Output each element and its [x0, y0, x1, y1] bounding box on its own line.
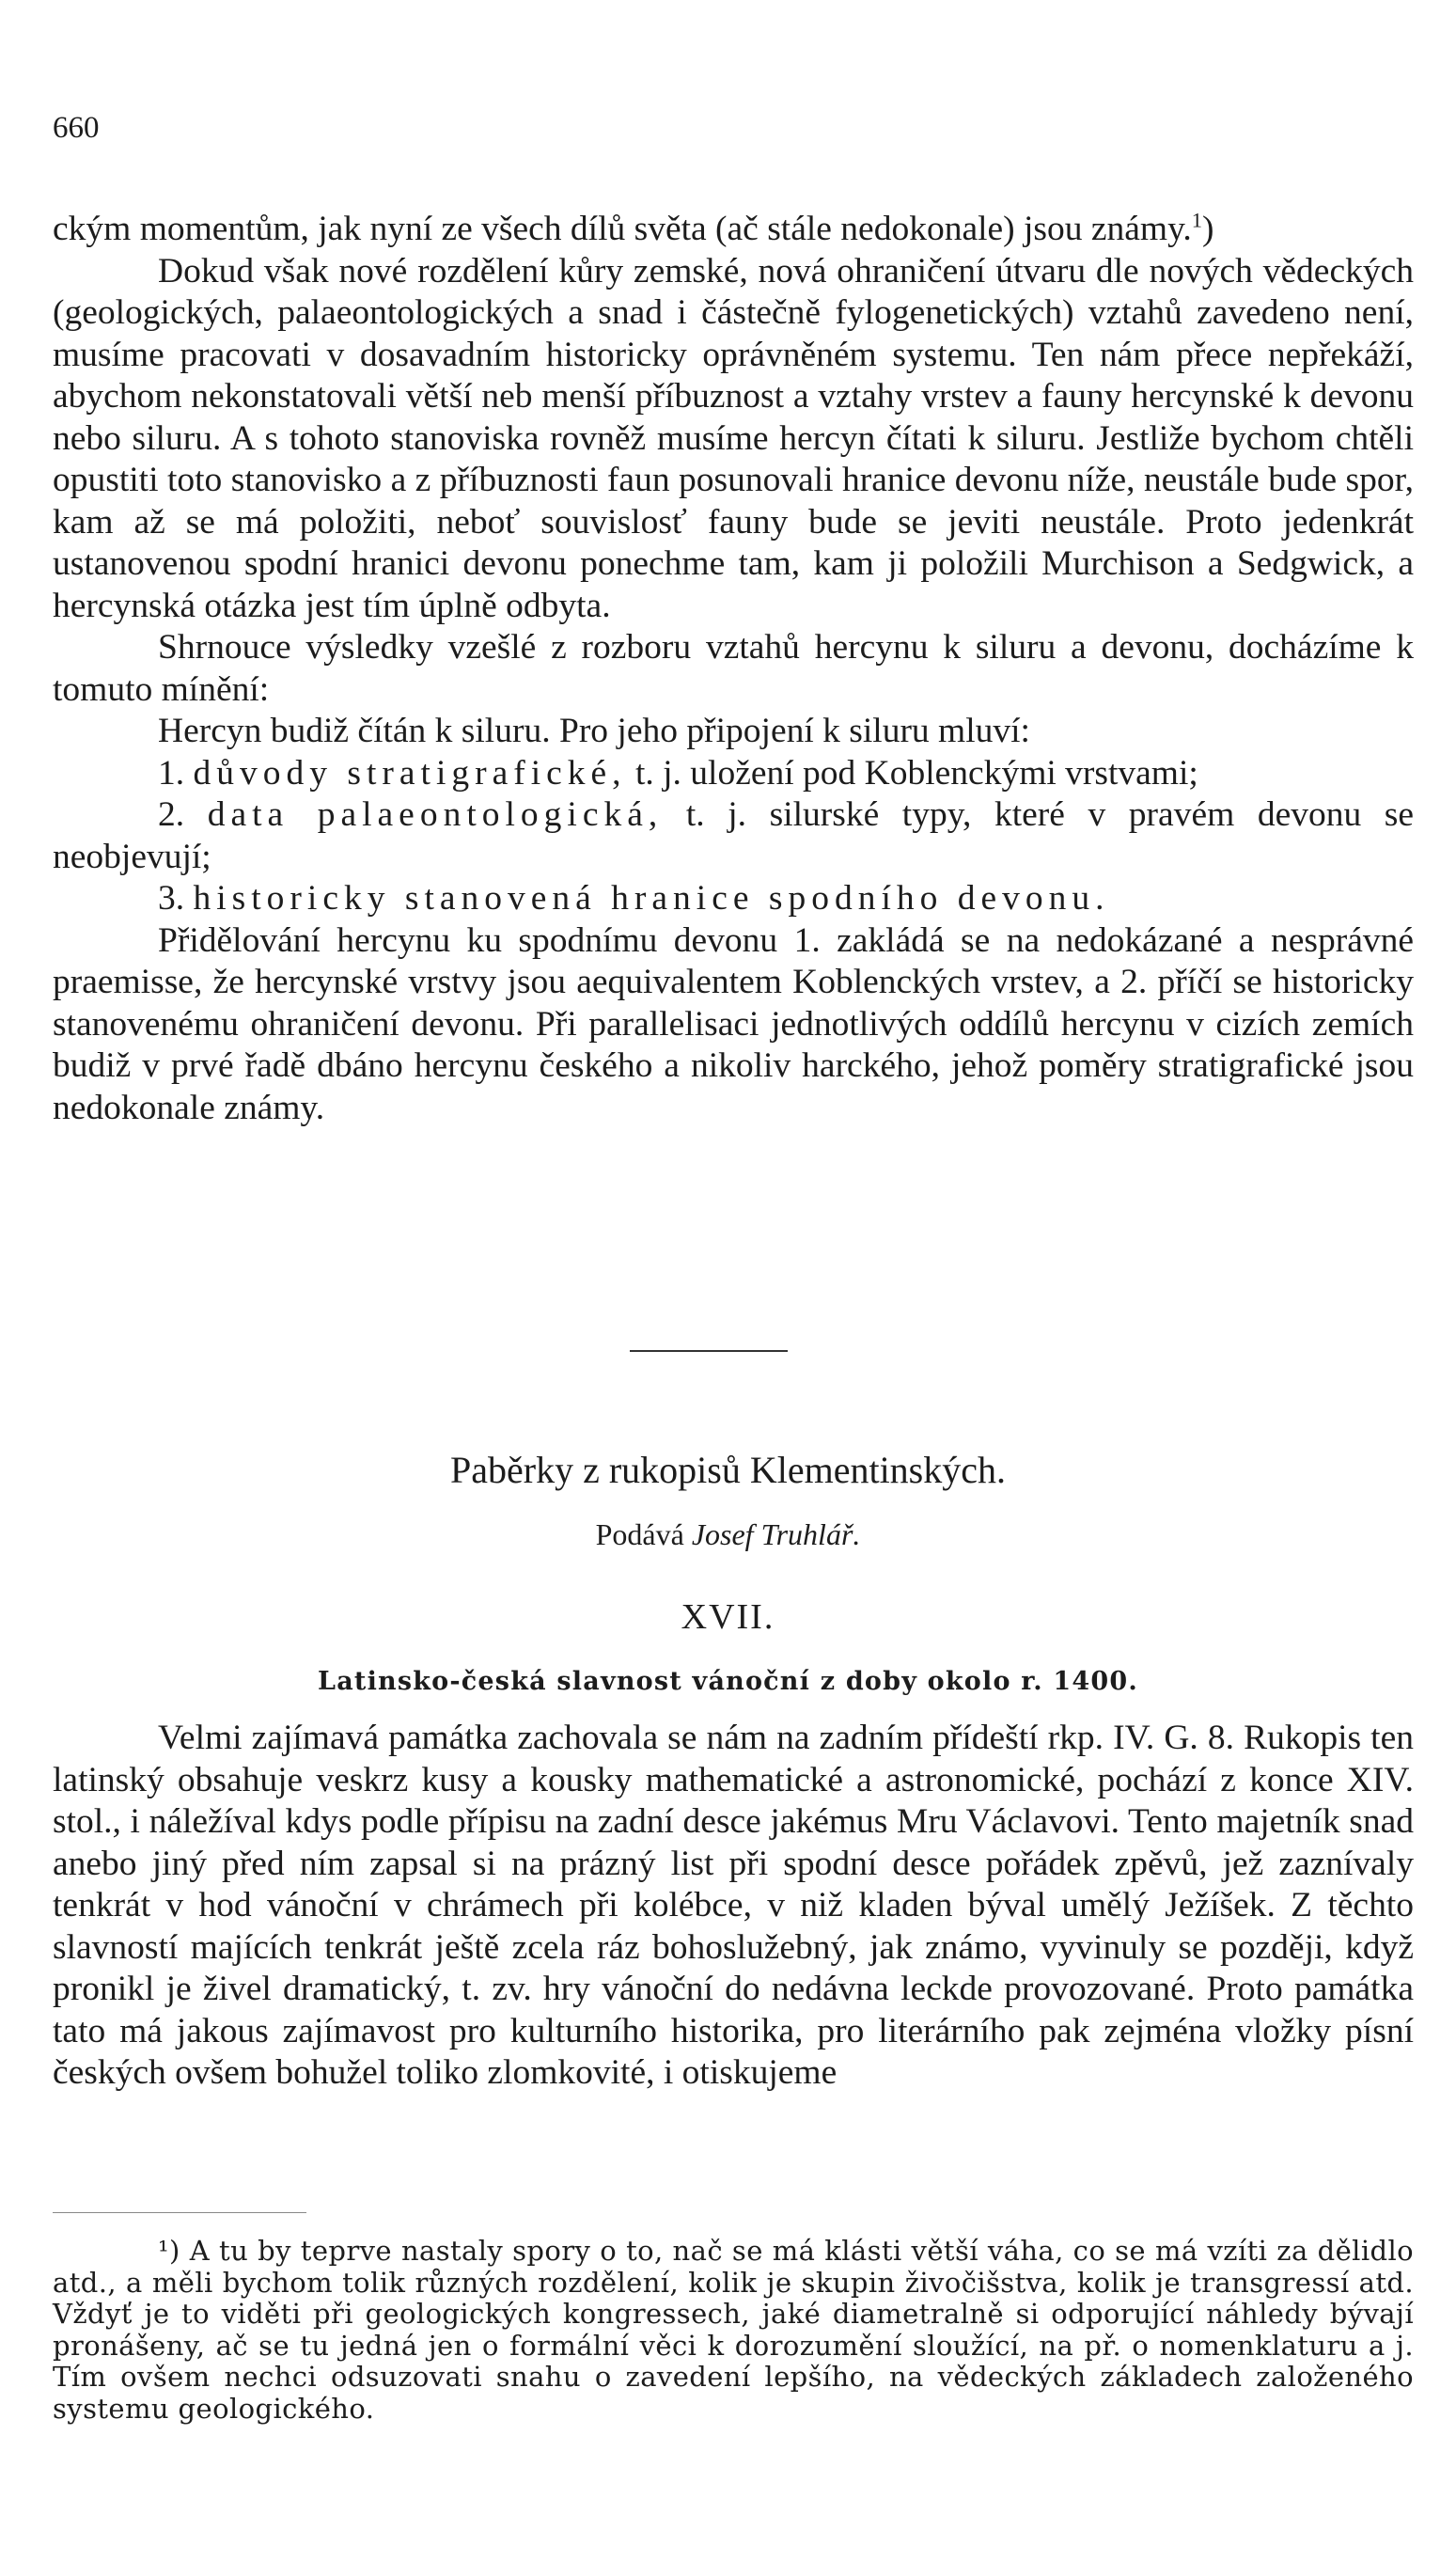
- footnote: [53, 2236, 1414, 2426]
- article-byline: [0, 1517, 1456, 1552]
- list-item-1: [53, 753, 1414, 795]
- paragraph-summary: Shrnouce výsledky vzešlé z rozboru vztahů hercynu k siluru a devonu, docházíme k tomuto mínění:: [53, 628, 1414, 709]
- paragraph-conclusion: Hercyn budiž čítán k siluru. Pro jeho připojení k siluru mluví:: [158, 712, 1030, 750]
- footnote-ref-close: ): [1202, 210, 1214, 248]
- list-item-3-number: 3.: [158, 879, 185, 918]
- section-divider: [630, 1350, 788, 1352]
- byline-prefix: Podává: [595, 1517, 684, 1551]
- list-item-2: [53, 794, 1414, 878]
- footnote-ref: 1: [1191, 208, 1203, 232]
- footnote-rule: [53, 2212, 306, 2213]
- paragraph-final: Přidělování hercynu ku spodnímu devonu 1. zakládá se na nedokázané a nesprávné praemisse, že hercynské vrstvy jsou aequivalentem Koblenckých vrstev, a 2. příčí se historicky stanovenému ohraničení devonu. Při parallelisaci jednotlivých oddílů hercynu v cizích zemích budiž v prvé řadě dbáno hercynu českého a nikoliv harckého, jehož poměry stratigrafické jsou nedokonale známy.: [53, 920, 1414, 1127]
- article-paragraph: Velmi zajímavá památka zachovala se nám na zadním přídeští rkp. IV. G. 8. Rukopis ten latinský obsahuje veskrz kusy a kousky mathematické a astronomické, pochází z konce XIV. stol., i náležíval kdys podle přípisu na zadní desce jakémus Mru Václavovi. Tento majetník snad anebo jiný před ním zapsal si na prázný list při spodní desce pořádek zpěvů, jež zaznívaly tenkrát v hod vánoční v chrámech při kolébce, v niž kladen býval umělý Ježíšek. Z těchto slavností majících tenkrát ještě zcela ráz bohoslužebný, jak známo, vyvinuly se později, když pronikl je živel dramatický, t. zv. hry vánoční do nedávna leckde provozované. Proto památka tato má jakous zajímavost pro kulturního historika, pro literárního pak zejména vložky písní českých ovšem bohužel toliko zlomkovité, i otiskujeme: [53, 1719, 1414, 2092]
- list-item-2-text: t. j. silurské typy, které v pravém devonu se neobjevují;: [53, 795, 1415, 876]
- footnote-body: A tu by teprve nastaly spory o to, nač se má klásti větší váha, co se má vzíti za dělidlo atd., a měli bychom tolik různých rozdělení, kolik je skupin živočišstva, kolik je transgressí atd. Vždyť je to viděti při geologických kongressech, jaké diametralně si odporující náhledy bývají pronášeny, ač se tu jedná jen o formální věci k dorozumění sloužící, na př. o nomenklaturu a j. Tím ovšem nechci odsuzovati snahu o zavedení lepšího, na vědeckých základech založeného systemu geologického.: [53, 2235, 1414, 2425]
- paragraph-continuation: [53, 209, 1414, 251]
- list-item-1-text: t. j. uložení pod Koblenckými vrstvami;: [634, 753, 1198, 793]
- article-title: Paběrky z rukopisů Klementinských.: [450, 1449, 1006, 1491]
- list-item-2-term: data palaeontologická,: [207, 795, 664, 834]
- list-item-2-number: 2.: [158, 795, 185, 834]
- article-subtitle: Latinsko-česká slavnost vánoční z doby okolo r. 1400.: [318, 1667, 1138, 1696]
- list-item-3: [53, 878, 1414, 920]
- list-item-3-term: historicky stanovená hranice spodního devonu.: [193, 879, 1110, 918]
- section-continuation: [53, 209, 1414, 1129]
- page-number: 660: [53, 111, 100, 145]
- article-body: [53, 1718, 1414, 2095]
- paragraph-continuation-text: ckým momentům, jak nyní ze všech dílů světa (ač stále nedokonale) jsou známy.: [53, 210, 1192, 248]
- footnote-text: [53, 2236, 1414, 2426]
- list-item-1-term: důvody stratigrafické,: [193, 753, 627, 793]
- byline-author: Josef Truhlář.: [691, 1517, 861, 1551]
- list-item-1-number: 1.: [158, 753, 185, 793]
- footnote-marker: ¹): [158, 2235, 180, 2267]
- article-section-number: XVII.: [681, 1597, 775, 1637]
- paragraph-classification: Dokud však nové rozdělení kůry zemské, nová ohraničení útvaru dle nových vědeckých (geologických, palaeontologických a snad i částečně fylogenetických) vztahů zavedeno není, musíme pracovati v dosavadním historicky oprávněném systemu. Ten nám přece nepřekáží, abychom nekonstatovali větší neb menší příbuznost a vztahy vrstev a fauny hercynské k devonu nebo siluru. A s tohoto stanoviska rovněž musíme hercyn čítati k siluru. Jestliže bychom chtěli opustiti toto stanovisko a z příbuznosti faun posunovali hranice devonu níže, neustále bude spor, kam až se má položiti, neboť souvislosť fauny bude se jeviti neustále. Proto jedenkrát ustanovenou spodní hranici devonu ponechme tam, kam ji položili Murchison a Sedgwick, a hercynská otázka jest tím úplně odbyta.: [53, 251, 1414, 625]
